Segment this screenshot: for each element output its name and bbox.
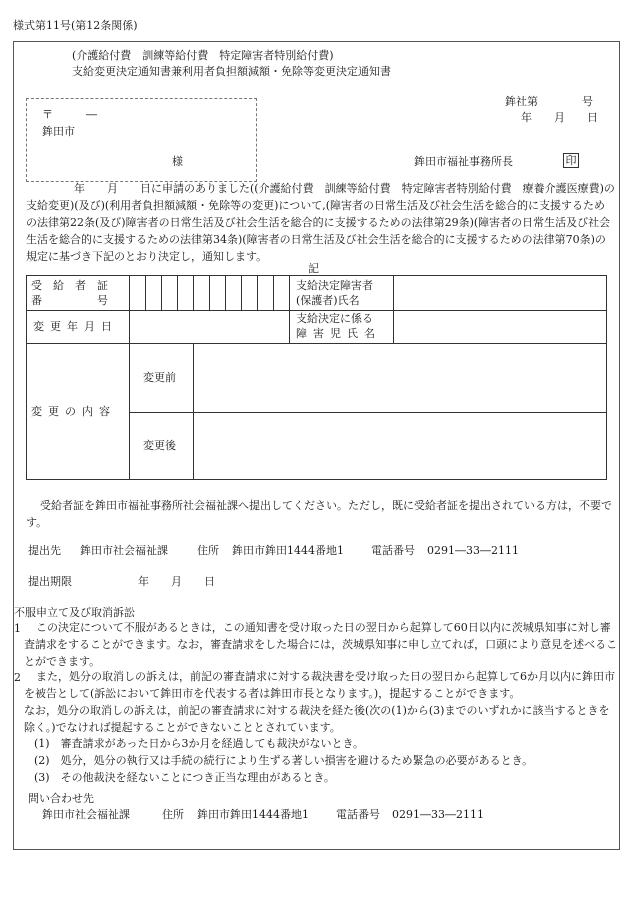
list-item: (2) 処分，処分の執行又は手続の続行により生ずる著しい損害を避けるため緊急の必要があるとき。 <box>34 754 534 767</box>
deadline-label: 提出期限 <box>28 575 72 588</box>
decided-person-label-2: (保護者)氏名 <box>296 294 360 307</box>
submission-address: 鉾田市鉾田1444番地1 <box>232 544 344 557</box>
postal-code: 〒 ― <box>42 108 97 121</box>
child-label-1: 支給決定に係る <box>296 312 373 325</box>
child-label-2: 障害児氏名 <box>296 327 381 340</box>
appeal-item-2-no: 2 <box>14 671 21 684</box>
submission-phone-label: 電話番号 <box>371 544 415 557</box>
document-number: 鉾社第 号 <box>505 95 593 108</box>
appeal-item-1: この決定について不服があるときは，この通知書を受け取った日の翌日から起算して60日以内に茨城県知事に対し審査請求をすることができます。なお，審査請求をした場合には，茨城県知事に申し立てれば，口頭により意見を述べることができます。 <box>24 621 618 668</box>
appeal-item-1-no: 1 <box>14 622 21 635</box>
deadline-date: 年 月 日 <box>138 575 215 588</box>
issuer-name: 鉾田市福祉事務所長 <box>414 155 513 168</box>
detail-table <box>26 275 607 480</box>
submission-phone: 0291―33―2111 <box>427 544 519 557</box>
recipient-no-label-1: 受 給 者 証 <box>31 279 108 292</box>
title-line-1: (介護給付費 訓練等給付費 特定障害者特別給付費) <box>72 49 334 62</box>
appeal-item-2a: また，処分の取消しの訴えは，前記の審査請求に対する裁決書を受け取った日の翌日から起算して6か月以内に鉾田市を被告として(訴訟において鉾田市を代表する者は鉾田市長となります。)，提起することができます。 <box>24 670 615 700</box>
inquiry-phone: 0291―33―2111 <box>392 808 484 821</box>
list-item: (3) その他裁決を経ないことにつき正当な理由があるとき。 <box>34 771 335 784</box>
appeal-item-2b: なお，処分の取消しの訴えは，前記の審査請求に対する裁決を経た後(次の(1)から(3)までのいずれかに該当するときを除く。)でなければ提起することができないこととされています。 <box>24 704 610 734</box>
body-text: 年 月 日に申請のありました((介護給付費 訓練等給付費 特定障害者特別給付費 療養介護医療費)の支給変更)(及び)(利用者負担額減額・免除等の変更)について,(障害者の日常生活及び社会生活を総合的に支援するための法律第22条(及び)障害者の日常生活及び社会生活を総合的に支援するための法律第29条)(障害者の日常生活及び社会生活を総合的に支援するための法律第34条)(障害者の日常生活及び社会生活を総合的に支援するための法律第70条)の規定に基づき下記のとおり決定し，通知します。 <box>26 182 615 263</box>
address-city: 鉾田市 <box>42 125 75 138</box>
honorific: 様 <box>172 155 183 168</box>
recipient-no-label-2: 番 号 <box>31 294 108 307</box>
submit-note: 受給者証を鉾田市福祉事務所社会福祉課へ提出してください。ただし，既に受給者証を提出されている方は，不要です。 <box>26 499 612 529</box>
appeal-heading: 不服申立て及び取消訴訟 <box>14 606 135 619</box>
form-number: 様式第11号(第12条関係) <box>13 19 138 32</box>
inquiry-address: 鉾田市鉾田1444番地1 <box>197 808 309 821</box>
seal-mark: 印 <box>563 153 579 168</box>
inquiry-office: 鉾田市社会福祉課 <box>42 808 130 821</box>
submission-address-label: 住所 <box>197 544 219 557</box>
inquiry-heading: 問い合わせ先 <box>28 792 94 805</box>
change-date-label: 変更年月日 <box>33 320 118 333</box>
after-label: 変更後 <box>143 439 176 452</box>
document-date: 年 月 日 <box>521 111 598 124</box>
inquiry-address-label: 住所 <box>162 808 184 821</box>
decided-person-label-1: 支給決定障害者 <box>296 279 373 292</box>
submission-office: 鉾田市社会福祉課 <box>80 544 168 557</box>
list-item: (1) 審査請求があった日から3か月を経過しても裁決がないとき。 <box>34 737 365 750</box>
title-line-2: 支給変更決定通知書兼利用者負担額減額・免除等変更決定通知書 <box>72 65 391 78</box>
inquiry-phone-label: 電話番号 <box>336 808 380 821</box>
ki-label: 記 <box>308 262 319 275</box>
submission-label: 提出先 <box>28 544 61 557</box>
before-label: 変更前 <box>143 371 176 384</box>
change-content-label: 変更の内容 <box>31 405 116 418</box>
